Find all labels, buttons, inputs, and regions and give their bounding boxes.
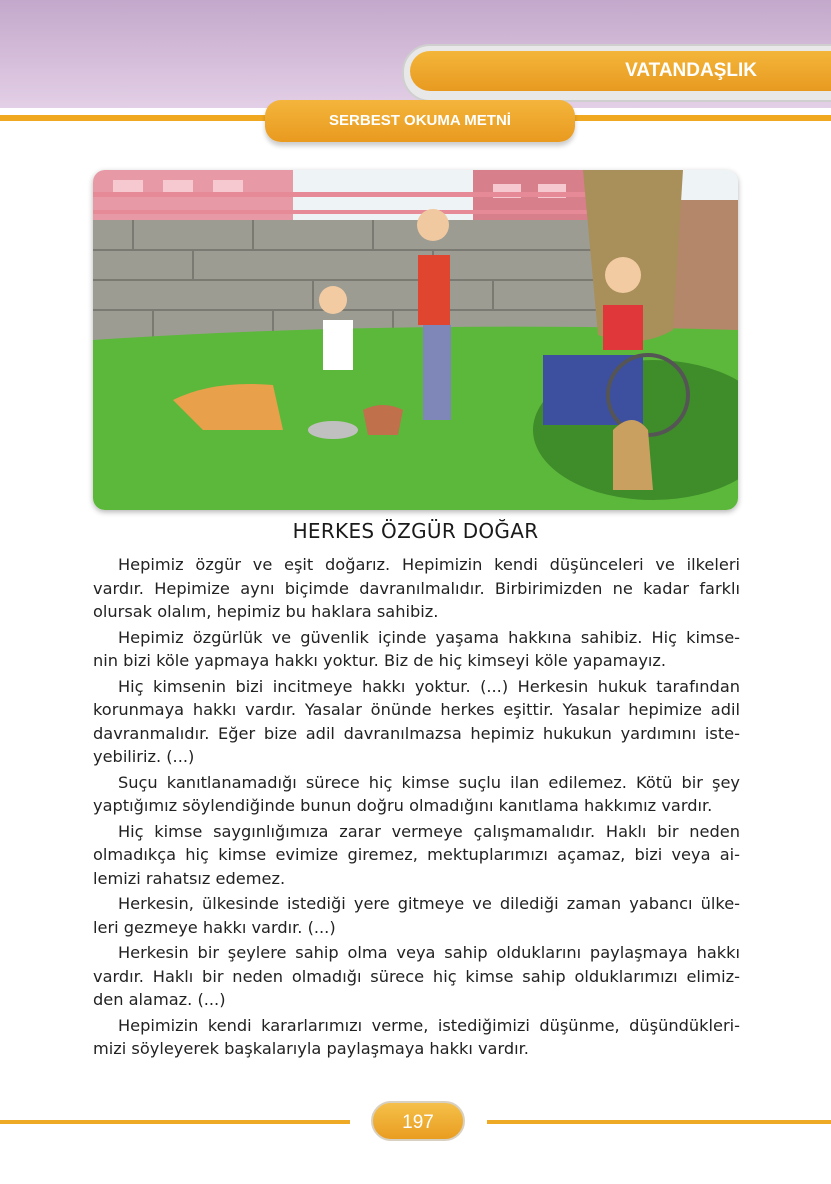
page-number: 197 xyxy=(371,1101,465,1141)
article-title: HERKES ÖZGÜR DOĞAR xyxy=(292,519,539,543)
paragraph-line: Hepimizin kendi kararlarımızı verme, istediğimizi düşünme, düşündükleri- xyxy=(118,1015,740,1035)
paragraph xyxy=(93,1014,740,1061)
paragraph xyxy=(93,892,740,939)
paragraph xyxy=(93,553,740,624)
paragraph-line: Herkesin, ülkesinde istediği yere gitmeye ve dilediği zaman yabancı ülke- xyxy=(118,894,740,913)
paragraph-line: Hepimiz özgürlük ve güvenlik içinde yaşama hakkına sahibiz. Hiç kimse- xyxy=(118,627,740,647)
paragraph-line: davranmalıdır. Eğer bize adil davranılmazsa hepimiz hukukun yardımını iste- xyxy=(93,723,740,743)
paragraph xyxy=(93,941,740,1012)
footer-divider-right xyxy=(487,1120,831,1124)
paragraph-line: vardır. Haklı bir neden olmadığı sürece hiç kimse sahip olduklarımızı elimiz- xyxy=(93,966,740,986)
paragraph xyxy=(93,675,740,769)
paragraph xyxy=(93,820,740,891)
paragraph-line: Hiç kimsenin bizi incitmeye hakkı yoktur. (...) Herkesin hukuk tarafından xyxy=(118,676,740,696)
paragraph-line: den alamaz. (...) xyxy=(93,990,226,1009)
chapter-title: VATANDAŞLIK xyxy=(410,51,831,91)
paragraph-line: nin bizi köle yapmaya hakkı yoktur. Biz de hiç kimseyi köle yapamayız. xyxy=(93,651,667,670)
article-body xyxy=(93,553,740,1063)
paragraph-line: yebiliriz. (...) xyxy=(93,747,195,766)
paragraph-line: korunmaya hakkı vardır. Yasalar önünde herkes eşittir. Yasalar hepimize adil xyxy=(93,700,740,719)
paragraph-line: Herkesin bir şeylere sahip olma veya sahip olduklarını paylaşmaya hakkı xyxy=(118,943,740,962)
paragraph-line: olursak olalım, hepimiz bu haklara sahibiz. xyxy=(93,602,439,621)
paragraph-line: olmadıkça hiç kimse evimize giremez, mektuplarımızı açamaz, bizi veya ai- xyxy=(93,845,740,864)
paragraph-line: Hiç kimse saygınlığımıza zarar vermeye çalışmamalıdır. Haklı bir neden xyxy=(118,821,740,841)
paragraph-line: Hepimiz özgür ve eşit doğarız. Hepimizin kendi düşünceleri ve ilkeleri xyxy=(118,555,740,574)
section-label: SERBEST OKUMA METNİ xyxy=(265,100,575,142)
paragraph xyxy=(93,626,740,673)
paragraph xyxy=(93,771,740,818)
illustration-children-park xyxy=(93,170,738,510)
paragraph-line: mizi söyleyerek başkalarıyla paylaşmaya hakkı vardır. xyxy=(93,1039,529,1058)
footer-divider-left xyxy=(0,1120,350,1124)
paragraph-line: vardır. Hepimize aynı biçimde davranılmalıdır. Birbirimizden ne kadar farklı xyxy=(93,578,740,598)
paragraph-line: leri gezmeye hakkı vardır. (...) xyxy=(93,917,336,937)
paragraph-line: lemizi rahatsız edemez. xyxy=(93,868,286,888)
paragraph-line: Suçu kanıtlanamadığı sürece hiç kimse suçlu ilan edilemez. Kötü bir şey xyxy=(118,772,740,792)
paragraph-line: yaptığımız söylendiğinde bunun doğru olmadığını kanıtlama hakkımız vardır. xyxy=(93,796,713,815)
